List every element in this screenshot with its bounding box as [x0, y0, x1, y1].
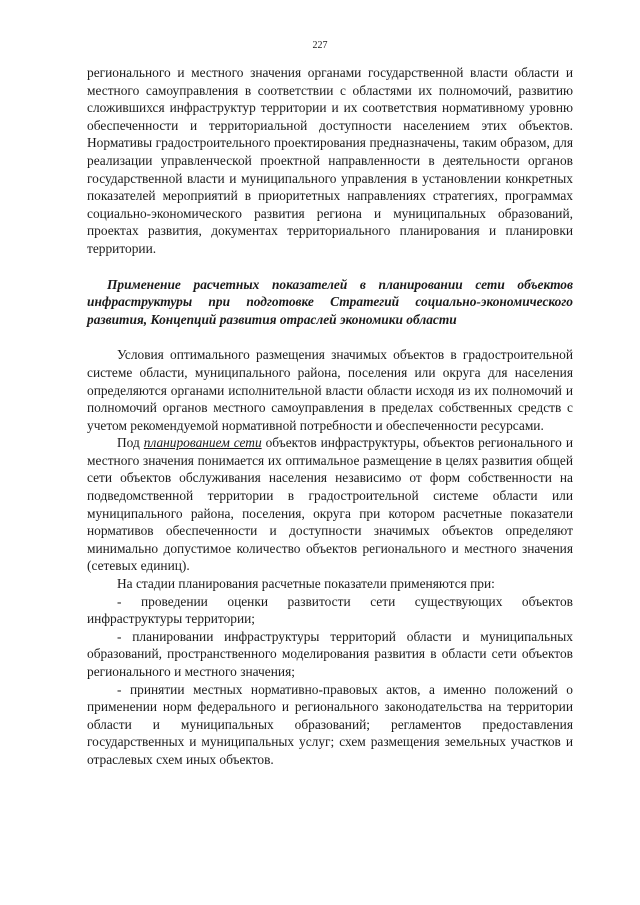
- list-item-planning: - планировании инфраструктуры территорий области и муниципальных образований, пространственного моделирования развития в области сети объектов регионального и местного значения;: [87, 628, 573, 679]
- planning-definition-paragraph: [87, 434, 573, 575]
- page-number: 227: [312, 40, 328, 51]
- page-body: [87, 64, 573, 769]
- planning-term: планированием сети: [143, 435, 262, 451]
- conditions-paragraph: Условия оптимального размещения значимых объектов в градостроительной системе области, муниципального района, поселения или округа для населения определяются органами исполнительной власти области исходя из их полномочий и полномочий органов местного самоуправления в пределах собственных средств с учетом рекомендуемой нормативной потребности и обеспеченности ресурсами.: [87, 347, 573, 433]
- planning-prefix: Под: [117, 435, 144, 451]
- list-item-legal-acts: - принятии местных нормативно-правовых актов, а именно положений о применении норм федерального и регионального законодательства на территории области и муниципальных образований; регламентов предоставления государственных и муниципальных услуг; схем размещения земельных участков и отраслевых схем иных объектов.: [87, 681, 573, 767]
- planning-rest: объектов инфраструктуры, объектов регионального и местного значения понимается их оптимальное размещение в целях развития общей сети объектов обслуживания населения независимо от форм собственности на подведомственной территории в градостроительной системе области или муниципального района, поселения, округа при котором расчетные показатели нормативов обеспеченности и доступности значимых объектов определяют минимально допустимое количество объектов регионального и местного значения (сетевых единиц).: [87, 435, 573, 574]
- section-heading: Применение расчетных показателей в планировании сети объектов инфраструктуры при подготовке Стратегий социально-экономического развития, Концепций развития отраслей экономики области: [87, 276, 573, 327]
- intro-paragraph: регионального и местного значения органами государственной власти области и местного самоуправления в соответствии с областями их полномочий, развитию сложившихся инфраструктур территории и их соответствия нормативному уровню обеспеченности и территориальной доступности населением этих объектов. Нормативы градостроительного проектирования предназначены, таким образом, для реализации управленческой проектной направленности в деятельности органов государственной власти и муниципального управления в установлении конкретных показателей мероприятий в приоритетных направлениях стратегиях, программах социально-экономического развития региона и муниципальных образований, проектах развития, документах территориального планирования и планировки территории.: [87, 65, 573, 256]
- stage-paragraph: На стадии планирования расчетные показатели применяются при:: [117, 576, 495, 592]
- list-item-assessment: - проведении оценки развитости сети существующих объектов инфраструктуры территории;: [87, 593, 573, 627]
